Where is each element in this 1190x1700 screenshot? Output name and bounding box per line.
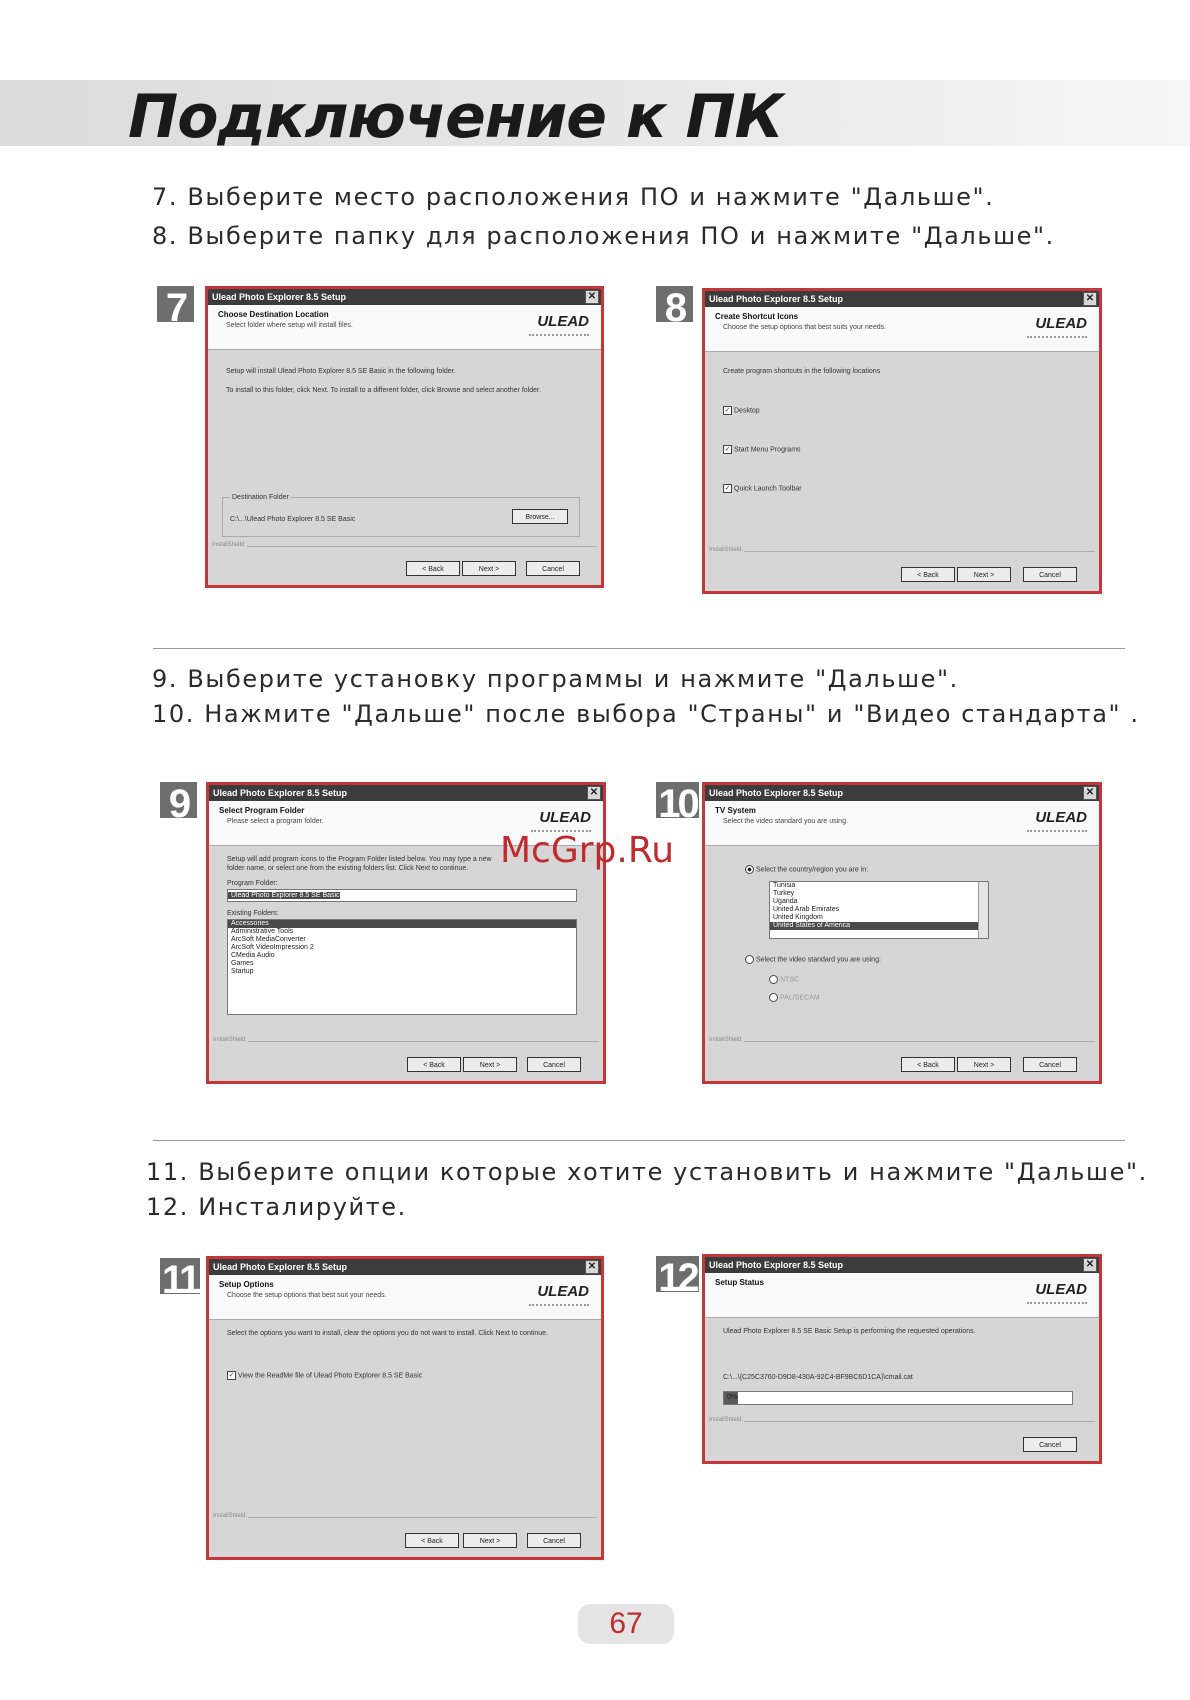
cancel-button[interactable]: Cancel xyxy=(1023,567,1077,582)
progress-text: 0% xyxy=(727,1394,738,1401)
body-text: To install to this folder, click Next. To install to a different folder, click Browse and select another folder. xyxy=(226,387,541,394)
body-text: Create program shortcuts in the following locations xyxy=(723,368,881,375)
cancel-button[interactable]: Cancel xyxy=(1023,1437,1077,1452)
dialog-heading: Setup Status xyxy=(715,1278,764,1287)
country-radio[interactable]: Select the country/region you are in: xyxy=(745,865,868,874)
country-list-item[interactable]: Uganda xyxy=(773,898,798,905)
footer-divider xyxy=(213,1517,597,1518)
window-titlebar: Ulead Photo Explorer 8.5 Setup ✕ xyxy=(705,785,1099,801)
window-titlebar: Ulead Photo Explorer 8.5 Setup ✕ xyxy=(209,1259,601,1275)
setup-window-9 xyxy=(206,782,606,1084)
dialog-heading: Select Program Folder xyxy=(219,806,305,815)
cancel-button[interactable]: Cancel xyxy=(527,1057,581,1072)
video-standard-radio[interactable]: Select the video standard you are using: xyxy=(745,955,881,964)
instruction-7: 7. Выберите место расположения ПО и нажмите "Дальше". xyxy=(152,183,995,211)
instruction-12: 12. Инсталируйте. xyxy=(146,1193,407,1221)
radio-icon xyxy=(769,993,778,1002)
country-list[interactable] xyxy=(769,881,989,939)
scrollbar[interactable] xyxy=(978,882,988,938)
country-list-item[interactable]: United Kingdom xyxy=(773,914,823,921)
watermark: McGrp.Ru xyxy=(500,830,675,871)
close-icon[interactable]: ✕ xyxy=(1083,292,1097,306)
close-icon[interactable]: ✕ xyxy=(585,1260,599,1274)
logo-underline xyxy=(1027,1302,1087,1304)
next-button[interactable]: Next > xyxy=(463,1057,517,1072)
installshield-label: InstallShield xyxy=(709,1037,744,1043)
folder-list-item[interactable]: Startup xyxy=(231,968,254,975)
logo-underline xyxy=(1027,336,1087,338)
country-list-item[interactable]: Turkey xyxy=(773,890,795,897)
checkbox-checked-icon: ✓ xyxy=(724,446,731,453)
back-button[interactable]: < Back xyxy=(406,561,460,576)
ulead-logo: ULEAD xyxy=(539,809,591,826)
dialog-subheading: Please select a program folder. xyxy=(227,818,324,825)
progress-bar xyxy=(723,1391,1073,1405)
ulead-logo: ULEAD xyxy=(1035,809,1087,826)
dialog-subheading: Choose the setup options that best suit your needs. xyxy=(227,1292,387,1299)
footer-divider xyxy=(709,1041,1095,1042)
radio-selected-icon xyxy=(745,865,754,874)
dialog-subheading: Choose the setup options that best suits your needs. xyxy=(723,324,887,331)
readme-checkbox[interactable]: ✓ View the ReadMe file of Ulead Photo Explorer 8.5 SE Basic xyxy=(228,1372,423,1380)
step-badge-8: 8 xyxy=(656,286,693,322)
current-file-path: C:\...\{C25C3760-D9D8-430A-92C4-BF9BC6D1CA}\cmail.cat xyxy=(723,1374,913,1381)
shortcut-quicklaunch-checkbox[interactable]: ✓ Quick Launch Toolbar xyxy=(724,485,802,493)
installshield-label: InstallShield xyxy=(212,542,247,548)
footer-divider xyxy=(213,1041,599,1042)
next-button[interactable]: Next > xyxy=(462,561,516,576)
window-header xyxy=(208,305,601,350)
step-badge-12: 12 xyxy=(656,1256,699,1292)
shortcut-desktop-checkbox[interactable]: ✓ Desktop xyxy=(724,407,760,415)
instruction-8: 8. Выберите папку для расположения ПО и нажмите "Дальше". xyxy=(152,222,1055,250)
window-header xyxy=(209,1275,601,1320)
window-titlebar: Ulead Photo Explorer 8.5 Setup ✕ xyxy=(705,291,1099,307)
folder-list-item[interactable]: ArcSoft MediaConverter xyxy=(231,936,306,943)
next-button[interactable]: Next > xyxy=(463,1533,517,1548)
page-number: 67 xyxy=(578,1604,674,1644)
ulead-logo: ULEAD xyxy=(1035,315,1087,332)
instruction-11: 11. Выберите опции которые хотите установить и нажмите "Дальше". xyxy=(146,1158,1148,1186)
section-divider xyxy=(153,1140,1125,1141)
window-titlebar: Ulead Photo Explorer 8.5 Setup ✕ xyxy=(209,785,603,801)
step-badge-7: 7 xyxy=(157,286,194,322)
radio-icon xyxy=(745,955,754,964)
next-button[interactable]: Next > xyxy=(957,567,1011,582)
setup-window-11 xyxy=(206,1256,604,1560)
step-badge-9: 9 xyxy=(160,782,197,818)
footer-divider xyxy=(212,546,597,547)
folder-list-item[interactable]: ArcSoft VideoImpression 2 xyxy=(231,944,314,951)
setup-window-12 xyxy=(702,1254,1102,1464)
close-icon[interactable]: ✕ xyxy=(1083,786,1097,800)
body-text: Select the options you want to install, clear the options you do not want to install. Click Next to continue. xyxy=(227,1330,549,1337)
back-button[interactable]: < Back xyxy=(405,1533,459,1548)
footer-divider xyxy=(709,551,1095,552)
logo-underline xyxy=(529,1304,589,1306)
section-divider xyxy=(153,648,1125,649)
folder-list-item[interactable]: Games xyxy=(231,960,254,967)
country-list-item[interactable]: Tunisia xyxy=(773,882,796,889)
dialog-subheading: Select folder where setup will install files. xyxy=(226,322,353,329)
cancel-button[interactable]: Cancel xyxy=(1023,1057,1077,1072)
body-text: Setup will add program icons to the Program Folder listed below. You may type a new folder name, or select one from the existing folders list. Click Next to continue. xyxy=(227,856,492,872)
instruction-10: 10. Нажмите "Дальше" после выбора "Страны" и "Видео стандарта" . xyxy=(152,700,1140,728)
country-list-item[interactable]: United States of America xyxy=(770,922,988,930)
close-icon[interactable]: ✕ xyxy=(587,786,601,800)
dialog-heading: Create Shortcut Icons xyxy=(715,312,799,321)
folder-list-item[interactable]: Accessories xyxy=(228,920,576,928)
window-header xyxy=(705,1273,1099,1318)
ulead-logo: ULEAD xyxy=(537,1283,589,1300)
logo-underline xyxy=(529,334,589,336)
ulead-logo: ULEAD xyxy=(537,313,589,330)
back-button[interactable]: < Back xyxy=(901,567,955,582)
destination-path: C:\...\Ulead Photo Explorer 8.5 SE Basic xyxy=(230,516,356,523)
ulead-logo: ULEAD xyxy=(1035,1281,1087,1298)
folder-list-item[interactable]: CMedia Audio xyxy=(231,952,275,959)
page-title: Подключение к ПК xyxy=(128,82,783,152)
installshield-label: InstallShield xyxy=(709,547,744,553)
browse-button[interactable]: Browse... xyxy=(512,509,568,524)
pal-radio[interactable]: PAL/SECAM xyxy=(769,993,820,1002)
close-icon[interactable]: ✕ xyxy=(1083,1258,1097,1272)
window-header xyxy=(705,801,1099,846)
checkbox-checked-icon: ✓ xyxy=(724,485,731,492)
shortcut-startmenu-checkbox[interactable]: ✓ Start Menu Programs xyxy=(724,446,801,454)
existing-folders-label: Existing Folders: xyxy=(227,910,279,917)
body-text: Setup will install Ulead Photo Explorer 8.5 SE Basic in the following folder. xyxy=(226,368,456,375)
back-button[interactable]: < Back xyxy=(901,1057,955,1072)
ntsc-radio[interactable]: NTSC xyxy=(769,975,799,984)
next-button[interactable]: Next > xyxy=(957,1057,1011,1072)
installshield-label: InstallShield xyxy=(213,1513,248,1519)
dialog-heading: TV System xyxy=(715,806,756,815)
status-text: Ulead Photo Explorer 8.5 SE Basic Setup is performing the requested operations. xyxy=(723,1328,976,1335)
setup-window-7 xyxy=(205,286,604,588)
cancel-button[interactable]: Cancel xyxy=(526,561,580,576)
installshield-label: InstallShield xyxy=(709,1417,744,1423)
window-titlebar: Ulead Photo Explorer 8.5 Setup ✕ xyxy=(208,289,601,305)
existing-folders-list[interactable] xyxy=(227,919,577,1015)
checkbox-checked-icon: ✓ xyxy=(724,407,731,414)
close-icon[interactable]: ✕ xyxy=(585,290,599,304)
dialog-heading: Setup Options xyxy=(219,1280,274,1289)
program-folder-input[interactable]: Ulead Photo Explorer 8.5 SE Basic xyxy=(227,889,577,902)
window-header xyxy=(705,307,1099,352)
logo-underline xyxy=(1027,830,1087,832)
step-badge-10: 10 xyxy=(656,782,699,818)
program-folder-label: Program Folder: xyxy=(227,880,278,887)
checkbox-checked-icon: ✓ xyxy=(228,1372,235,1379)
window-titlebar: Ulead Photo Explorer 8.5 Setup ✕ xyxy=(705,1257,1099,1273)
country-list-item[interactable]: United Arab Emirates xyxy=(773,906,840,913)
footer-divider xyxy=(709,1421,1095,1422)
instruction-9: 9. Выберите установку программы и нажмите "Дальше". xyxy=(152,665,959,693)
cancel-button[interactable]: Cancel xyxy=(527,1533,581,1548)
dialog-subheading: Select the video standard you are using. xyxy=(723,818,848,825)
radio-icon xyxy=(769,975,778,984)
setup-window-8 xyxy=(702,288,1102,594)
folder-list-item[interactable]: Administrative Tools xyxy=(231,928,294,935)
installshield-label: InstallShield xyxy=(213,1037,248,1043)
group-label: Destination Folder xyxy=(232,494,289,501)
back-button[interactable]: < Back xyxy=(407,1057,461,1072)
dialog-heading: Choose Destination Location xyxy=(218,310,329,319)
setup-window-10 xyxy=(702,782,1102,1084)
step-badge-11: 11 xyxy=(161,1258,199,1302)
